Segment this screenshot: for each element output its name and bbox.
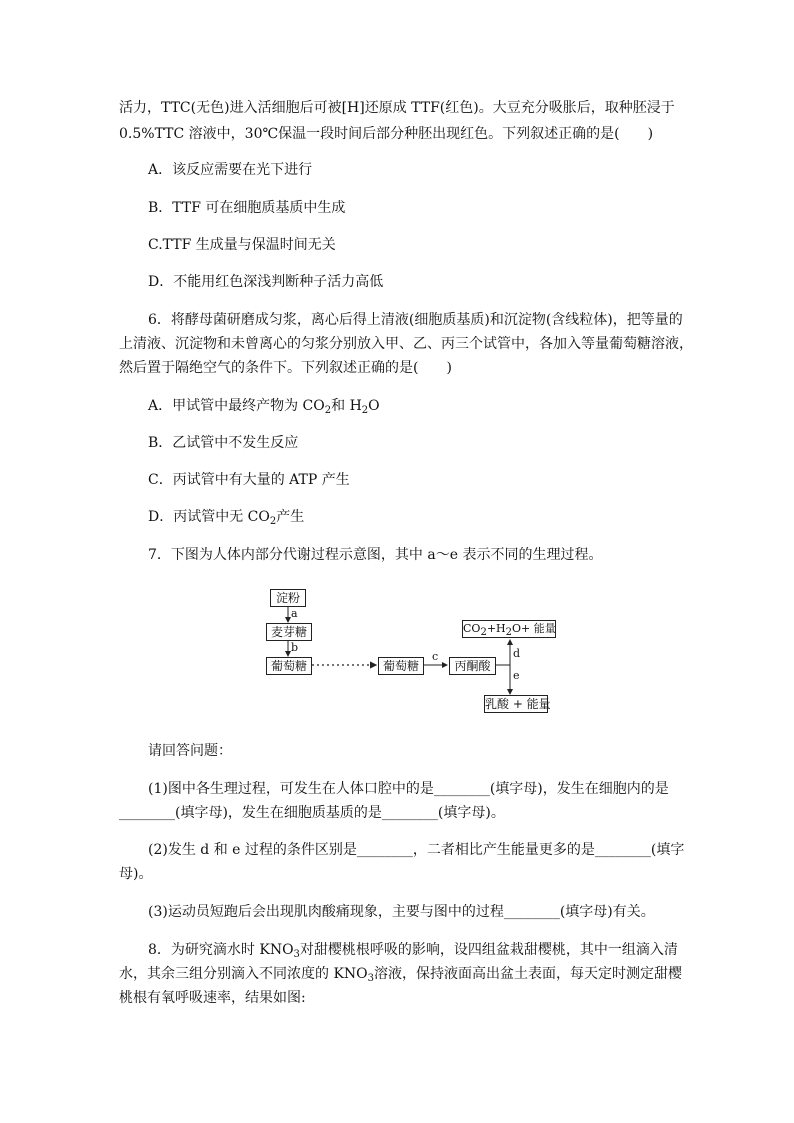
q6-option-a: A．甲试管中最终产物为 $CO_2$和 $H_2O$ <box>148 398 380 416</box>
q6-stem-line-2: 上清液、沉淀物和未曾离心的匀浆分别放入甲、乙、丙三个试管中，各加入等量葡萄糖溶液， <box>119 336 693 352</box>
q7-prompt: 请回答问题： <box>148 743 232 759</box>
box-maltose: 麦芽糖 <box>266 623 312 641</box>
q6-option-b: B．乙试管中不发生反应 <box>148 435 299 451</box>
q5-option-d: D．不能用红色深浅判断种子活力高低 <box>148 274 384 290</box>
q5-stem-line-1: 活力，TTC(无色)进入活细胞后可被[H]还原成 TTF(红色)。大豆充分吸胀后，取种胚浸于 <box>119 100 675 116</box>
q8-stem-line-3: 桃根有氧呼吸速率，结果如图: <box>119 990 306 1006</box>
box-lactic-acid: 乳酸 + 能量 <box>485 697 551 711</box>
q7-sub2-line-2: 母)。 <box>119 866 153 882</box>
q5-stem-line-2: 0.5%TTC 溶液中，30℃保温一段时间后部分种胚出现红色。下列叙述正确的是( ) <box>119 126 654 142</box>
q7-sub1-line-2: ________(填字母)，发生在细胞质基质的是________(填字母)。 <box>119 805 505 821</box>
box-pyruvate: 丙酮酸 <box>449 657 496 675</box>
q8-stem-line-1: 8．为研究滴水时 $KNO_3$对甜樱桃根呼吸的影响，设四组盆栽甜樱桃，其中一组滴入清 <box>148 942 678 960</box>
q7-stem: 7．下图为人体内部分代谢过程示意图，其中 a～e 表示不同的生理过程。 <box>148 547 603 563</box>
q7-sub3: (3)运动员短跑后会出现肌肉酸痛现象，主要与图中的过程________(填字母)有关。 <box>148 904 655 920</box>
label-e: e <box>513 669 520 682</box>
q7-sub2-line-1: (2)发生 d 和 e 过程的条件区别是________，二者相比产生能量更多的是________(填字 <box>148 842 685 858</box>
q6-option-d: D．丙试管中无 $CO_2$产生 <box>148 509 305 527</box>
q5-option-a: A．该反应需要在光下进行 <box>148 162 313 178</box>
q5-option-c: C.TTF 生成量与保温时间无关 <box>148 237 336 253</box>
box-aerobic-products: $CO_2+H_2O+$ 能量 <box>463 622 556 638</box>
box-glucose-intestine: 葡萄糖 <box>266 657 312 675</box>
q8-stem-line-2: 水，其余三组分别滴入不同浓度的 $KNO_3$溶液，保持液面高出盆土表面，每天定时测定甜樱 <box>119 966 683 984</box>
label-b: b <box>291 641 299 654</box>
label-a: a <box>291 607 298 620</box>
label-d: d <box>513 647 521 660</box>
box-glucose-cell: 葡萄糖 <box>378 657 424 675</box>
q6-stem-line-3: 然后置于隔绝空气的条件下。下列叙述正确的是( ) <box>119 360 452 376</box>
box-starch: 淀粉 <box>270 589 306 607</box>
q6-option-c: C．丙试管中有大量的 ATP 产生 <box>148 472 350 488</box>
label-c: c <box>432 650 439 663</box>
q7-sub1-line-1: (1)图中各生理过程，可发生在人体口腔中的是________(填字母)，发生在细胞内的是 <box>148 781 669 797</box>
q5-option-b: B．TTF 可在细胞质基质中生成 <box>148 200 346 216</box>
q6-stem-line-1: 6．将酵母菌研磨成匀浆，离心后得上清液(细胞质基质)和沉淀物(含线粒体)，把等量的 <box>148 312 683 328</box>
